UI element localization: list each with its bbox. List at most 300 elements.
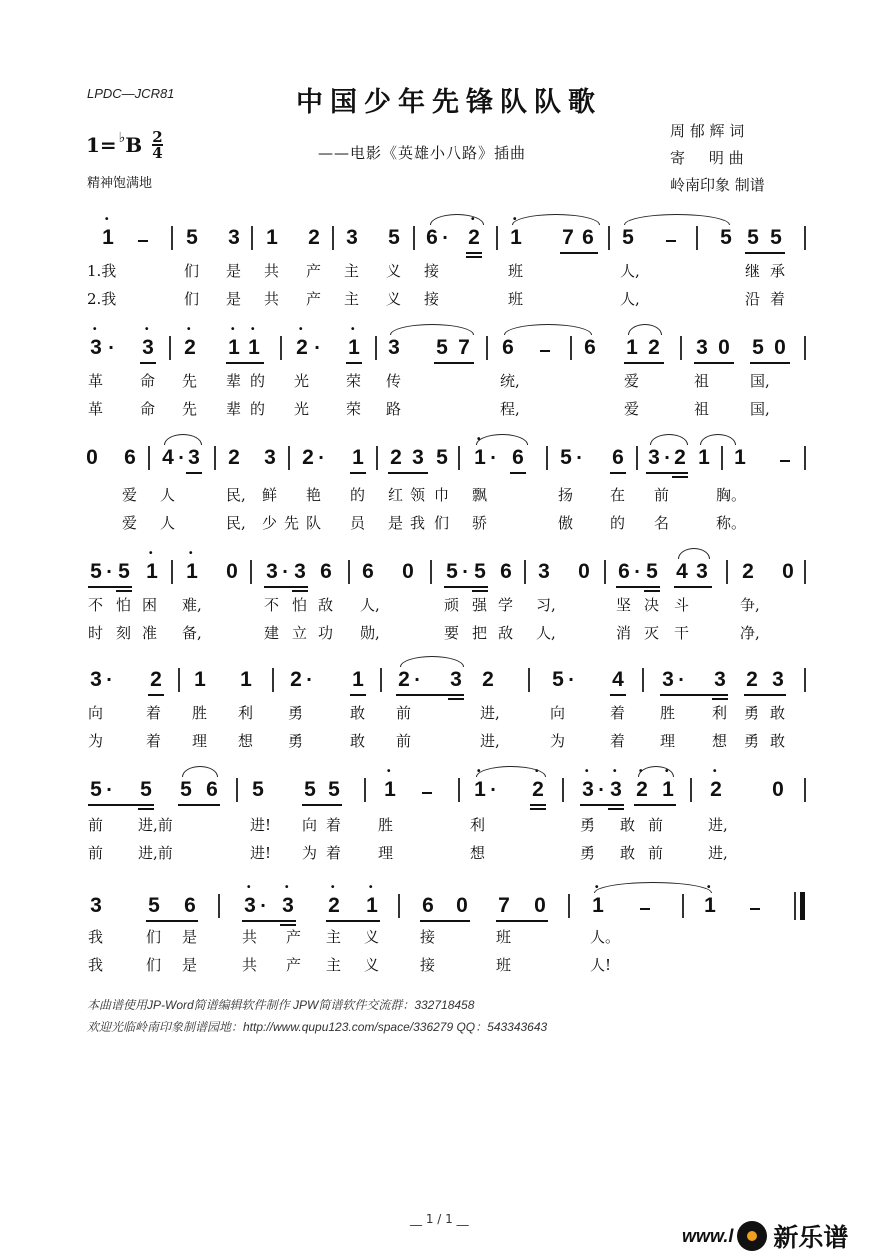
lyric: 爱 [122, 514, 138, 532]
barline [804, 226, 806, 250]
lyric: 前 [654, 486, 670, 504]
lyric: 我 [88, 928, 104, 946]
lyric: 队 [306, 514, 322, 532]
lyric: 勇 [744, 704, 760, 722]
lyric: 勋, [360, 624, 380, 642]
lyric: 人, [620, 262, 640, 280]
lyric: 产 [306, 290, 322, 308]
note: 4 [612, 668, 624, 691]
lyric: 的 [350, 486, 366, 504]
barline [486, 336, 488, 360]
note: 0 [772, 778, 784, 801]
note: 0 [86, 446, 98, 469]
barline [398, 894, 400, 918]
note: 7 [498, 894, 510, 917]
lyric: 是 [226, 290, 242, 308]
lyric: 理 [378, 844, 394, 862]
lyric: 的 [250, 372, 266, 390]
lyric: 敢 [770, 704, 786, 722]
notes-line-4 [80, 552, 820, 588]
note: 1 [734, 446, 746, 469]
lyric: 进,前 [138, 844, 173, 862]
beam-underline [186, 472, 202, 474]
barline [458, 778, 460, 802]
lyric: 共 [242, 928, 258, 946]
note: 3 [662, 668, 674, 691]
beam-underline [326, 920, 380, 922]
sustain-dash [138, 240, 148, 242]
dotted-rhythm: · [568, 670, 575, 689]
barline [570, 336, 572, 360]
lyric: 祖 [694, 372, 710, 390]
note: • 2 [466, 226, 482, 250]
lyric: 国, [750, 400, 770, 418]
barline [804, 336, 806, 360]
lyric: 产 [286, 928, 302, 946]
lyric: 祖 [694, 400, 710, 418]
note: 2 [674, 446, 686, 469]
note: • 3 [580, 778, 596, 802]
slur-arc [628, 324, 662, 335]
lyric: 想 [238, 732, 254, 750]
lyric: 员 [350, 514, 366, 532]
note: 5 [646, 560, 658, 583]
note: 2 [746, 668, 758, 691]
beam-underline [616, 586, 660, 588]
beam-underline [466, 252, 482, 254]
note: 2 [390, 446, 402, 469]
sustain-dash [750, 908, 760, 910]
lyric: 着 [326, 844, 342, 862]
note: 6 [184, 894, 196, 917]
lyric: 班 [508, 262, 524, 280]
note: 5 [436, 446, 448, 469]
lyric: 名 [654, 514, 670, 532]
lyric: 共 [264, 262, 280, 280]
note: • 3 [140, 336, 156, 360]
note: 6 [502, 336, 514, 359]
note: 5 [747, 226, 759, 249]
beam-underline [624, 362, 664, 364]
note: 2 [228, 446, 240, 469]
lyric: 刻 [116, 624, 132, 642]
score-code: LPDC—JCR81 [87, 86, 175, 101]
note: 6 [206, 778, 218, 801]
note: 2 [290, 668, 302, 691]
barline [696, 226, 698, 250]
barline [148, 446, 150, 470]
lyric: 傲 [558, 514, 574, 532]
slur-arc [678, 548, 710, 559]
lyric: 们 [434, 514, 450, 532]
lyric: 命 [140, 400, 156, 418]
lyric: 怕 [116, 596, 132, 614]
watermark-url: www.l [682, 1225, 734, 1246]
note: 5 [622, 226, 634, 249]
lyric: 承 [770, 262, 786, 280]
lyric: 前 [88, 844, 104, 862]
lyric: 敢 [350, 732, 366, 750]
lyric: 路 [386, 400, 402, 418]
note: 5 [720, 226, 732, 249]
lyric: 消 [616, 624, 632, 642]
footer-website-note: 欢迎光临岭南印象制谱园地：http://www.qupu123.com/space/336279 QQ：543343643 [87, 1020, 548, 1034]
note: • 1 [144, 560, 160, 584]
lyricist-credit: 周 郁 辉 词 [670, 122, 745, 140]
beam-underline [610, 694, 626, 696]
barline [680, 336, 682, 360]
notes-line-5 [80, 660, 820, 696]
barline [804, 778, 806, 802]
beam-underline [580, 804, 624, 806]
slur-arc [430, 214, 484, 225]
lyric: 勇 [580, 816, 596, 834]
sustain-dash [640, 908, 650, 910]
lyric: 主 [326, 956, 342, 974]
note: 0 [718, 336, 730, 359]
note: • 2 [182, 336, 198, 360]
note: 3 [264, 446, 276, 469]
barline [171, 560, 173, 584]
lyric: 强 [472, 596, 488, 614]
lyric: 人, [360, 596, 380, 614]
sustain-dash [666, 240, 676, 242]
lyric: 红 [388, 486, 404, 504]
lyric: 敢 [770, 732, 786, 750]
sustain-dash [540, 350, 550, 352]
lyric: 人。 [590, 928, 621, 946]
beam-underline [745, 252, 785, 254]
lyric: 先 [182, 400, 198, 418]
note: 6 [612, 446, 624, 469]
note: 4 [162, 446, 174, 469]
lyric: 辈 [226, 400, 242, 418]
note: • 3 [280, 894, 296, 918]
barline [178, 668, 180, 692]
note: 3 [450, 668, 462, 691]
lyric: 向 [88, 704, 104, 722]
note: • 1 [590, 894, 606, 918]
note: 5 [436, 336, 448, 359]
beam-underline [420, 920, 470, 922]
beam-underline [178, 804, 220, 806]
lyric: 利 [238, 704, 254, 722]
note: 1 [352, 446, 364, 469]
lyric: 前 [648, 844, 664, 862]
note: • 3 [242, 894, 258, 918]
note: 5 [328, 778, 340, 801]
lyric: 净, [740, 624, 760, 642]
note: 2 [648, 336, 660, 359]
note: 2 [302, 446, 314, 469]
note: 6 [422, 894, 434, 917]
lyric: 功 [318, 624, 334, 642]
lyric: 共 [264, 290, 280, 308]
watermark [682, 1218, 848, 1254]
dotted-rhythm: · [598, 780, 605, 799]
slur-arc [390, 324, 474, 335]
lyric: 着 [146, 732, 162, 750]
beam-underline [496, 920, 548, 922]
lyric: 决 [644, 596, 660, 614]
note: 6 [124, 446, 136, 469]
page-number: __ 1 / 1 __ [410, 1212, 469, 1226]
beam-underline [396, 694, 464, 696]
note: 6 [582, 226, 594, 249]
beam-underline [530, 808, 546, 810]
barline [272, 668, 274, 692]
beam-underline [660, 694, 728, 696]
lyric: 程, [500, 400, 520, 418]
barline [375, 336, 377, 360]
beam-underline [242, 920, 296, 922]
beam-underline [302, 804, 342, 806]
beam-underline [444, 586, 488, 588]
lyric: 是 [182, 928, 198, 946]
barline [800, 892, 805, 920]
note: • 1 [364, 894, 380, 918]
slur-arc [594, 882, 712, 893]
beam-underline [264, 586, 308, 588]
note: 1 [266, 226, 278, 249]
lyric: 斗 [674, 596, 690, 614]
dotted-rhythm: · [282, 562, 289, 581]
beam-underline [138, 808, 154, 810]
barline [690, 778, 692, 802]
lyric: 着 [146, 704, 162, 722]
note: 2 [308, 226, 320, 249]
lyric: 困 [142, 596, 158, 614]
note: • 1 [100, 226, 116, 250]
lyric: 义 [386, 290, 402, 308]
arranger-credit: 岭南印象 制谱 [670, 176, 765, 194]
lyric: 主 [344, 290, 360, 308]
barline [430, 560, 432, 584]
note: • 1 [346, 336, 362, 360]
note: 5 [388, 226, 400, 249]
song-title: 中国少年先锋队队歌 [296, 87, 602, 118]
note: 5 [446, 560, 458, 583]
note: • 2 [634, 778, 650, 802]
slur-arc [164, 434, 202, 445]
lyric: 主 [326, 928, 342, 946]
lyric: 接 [420, 956, 436, 974]
lyric: 产 [286, 956, 302, 974]
lyric: 进! [250, 844, 272, 862]
lyric: 进, [480, 704, 500, 722]
note: 5 [252, 778, 264, 801]
barline [288, 446, 290, 470]
beam-underline [148, 694, 164, 696]
beam-underline [634, 804, 676, 806]
beam-underline [694, 362, 734, 364]
note: 3 [412, 446, 424, 469]
note: 5 [770, 226, 782, 249]
lyric: 着 [610, 704, 626, 722]
dotted-rhythm: · [314, 338, 321, 357]
beam-underline [466, 256, 482, 258]
lyric: 难, [182, 596, 202, 614]
lyric: 向 [550, 704, 566, 722]
lyric: 的 [610, 514, 626, 532]
note: 5 [474, 560, 486, 583]
lyric: 人 [160, 486, 176, 504]
note: 6 [500, 560, 512, 583]
note: 0 [782, 560, 794, 583]
beam-underline [530, 804, 546, 806]
note: • 1 [660, 778, 676, 802]
barline [214, 446, 216, 470]
beam-underline [88, 586, 132, 588]
barline [380, 668, 382, 692]
lyric: 进, [708, 844, 728, 862]
note: • 3 [88, 336, 104, 360]
lyric: 民, [226, 486, 246, 504]
lyric: 进! [250, 816, 272, 834]
lyric: 共 [242, 956, 258, 974]
barline [251, 226, 253, 250]
note: • 1 [226, 336, 242, 360]
note: 5 [118, 560, 130, 583]
note: • 1 [472, 778, 488, 802]
lyric: 爱 [624, 400, 640, 418]
beam-underline [226, 362, 264, 364]
note: 5 [148, 894, 160, 917]
beam-underline [608, 808, 624, 810]
note: 3 [696, 560, 708, 583]
note: 3 [648, 446, 660, 469]
lyric: 接 [420, 928, 436, 946]
lyric: 爱 [624, 372, 640, 390]
lyric: 接 [424, 290, 440, 308]
lyric: 在 [610, 486, 626, 504]
lyric: 我 [88, 956, 104, 974]
lyric: 灭 [644, 624, 660, 642]
dotted-rhythm: · [634, 562, 641, 581]
barline [721, 446, 723, 470]
barline [608, 226, 610, 250]
lyric: 义 [364, 928, 380, 946]
key-note: B [125, 133, 143, 157]
lyric: 人, [536, 624, 556, 642]
lyric: 勇 [580, 844, 596, 862]
lyric: 领 [410, 486, 426, 504]
barline [682, 894, 684, 918]
note: • 2 [708, 778, 724, 802]
lyric: 荣 [346, 372, 362, 390]
barline [642, 668, 644, 692]
note: 6 [320, 560, 332, 583]
lyric: 敌 [498, 624, 514, 642]
barline [636, 446, 638, 470]
note: 3 [538, 560, 550, 583]
note: • 1 [382, 778, 398, 802]
lyric: 敢 [350, 704, 366, 722]
note: 5 [560, 446, 572, 469]
lyric: 着 [610, 732, 626, 750]
lyric: 前 [648, 816, 664, 834]
beam-underline [644, 590, 660, 592]
dotted-rhythm: · [678, 670, 685, 689]
slur-arc [400, 656, 464, 667]
lyric: 着 [326, 816, 342, 834]
lyric: 勇 [288, 704, 304, 722]
barline [528, 668, 530, 692]
beam-underline [346, 362, 362, 364]
note: 2 [150, 668, 162, 691]
dotted-rhythm: · [106, 670, 113, 689]
lyric: 们 [146, 928, 162, 946]
barline [562, 778, 564, 802]
lyric: 鲜 [262, 486, 278, 504]
lyric: 胜 [192, 704, 208, 722]
time-signature [152, 130, 162, 160]
barline [604, 560, 606, 584]
dotted-rhythm: · [462, 562, 469, 581]
slur-arc [504, 324, 592, 335]
beam-underline [750, 362, 790, 364]
note: 6 [512, 446, 524, 469]
beam-underline [146, 920, 198, 922]
beam-underline [674, 586, 712, 588]
lyric: 接 [424, 262, 440, 280]
vinyl-disc-icon [737, 1221, 767, 1251]
lyric: 光 [294, 400, 310, 418]
lyric: 沿 [745, 290, 761, 308]
credits [670, 118, 765, 199]
lyric: 为 [302, 844, 318, 862]
note: 7 [562, 226, 574, 249]
lyric: 前 [396, 704, 412, 722]
note: 1 [352, 668, 364, 691]
note: 3 [266, 560, 278, 583]
lyric: 怕 [292, 596, 308, 614]
lyric: 飘 [472, 486, 488, 504]
barline [218, 894, 220, 918]
lyric: 扬 [558, 486, 574, 504]
lyric: 骄 [472, 514, 488, 532]
dotted-rhythm: · [576, 448, 583, 467]
notes-line-3 [80, 438, 820, 474]
note: 6 [618, 560, 630, 583]
note: 3 [188, 446, 200, 469]
note: 2 [482, 668, 494, 691]
lyric: 勇 [288, 732, 304, 750]
lyric: 利 [470, 816, 486, 834]
barline [348, 560, 350, 584]
note: 3 [772, 668, 784, 691]
note: • 2 [530, 778, 546, 802]
note: 6 [426, 226, 438, 249]
beam-underline [672, 476, 688, 478]
note: 0 [534, 894, 546, 917]
dotted-rhythm: · [260, 896, 267, 915]
lyric: 产 [306, 262, 322, 280]
lyric: 们 [184, 262, 200, 280]
note: 0 [578, 560, 590, 583]
slur-arc [700, 434, 736, 445]
note: 3 [228, 226, 240, 249]
beam-underline [350, 694, 366, 696]
note: 1 [240, 668, 252, 691]
lyric: 胜 [378, 816, 394, 834]
beam-underline [350, 472, 366, 474]
lyric: 胸。 [716, 486, 747, 504]
lyric: 国, [750, 372, 770, 390]
barline [280, 336, 282, 360]
dotted-rhythm: · [664, 448, 671, 467]
lyric: 进,前 [138, 816, 173, 834]
